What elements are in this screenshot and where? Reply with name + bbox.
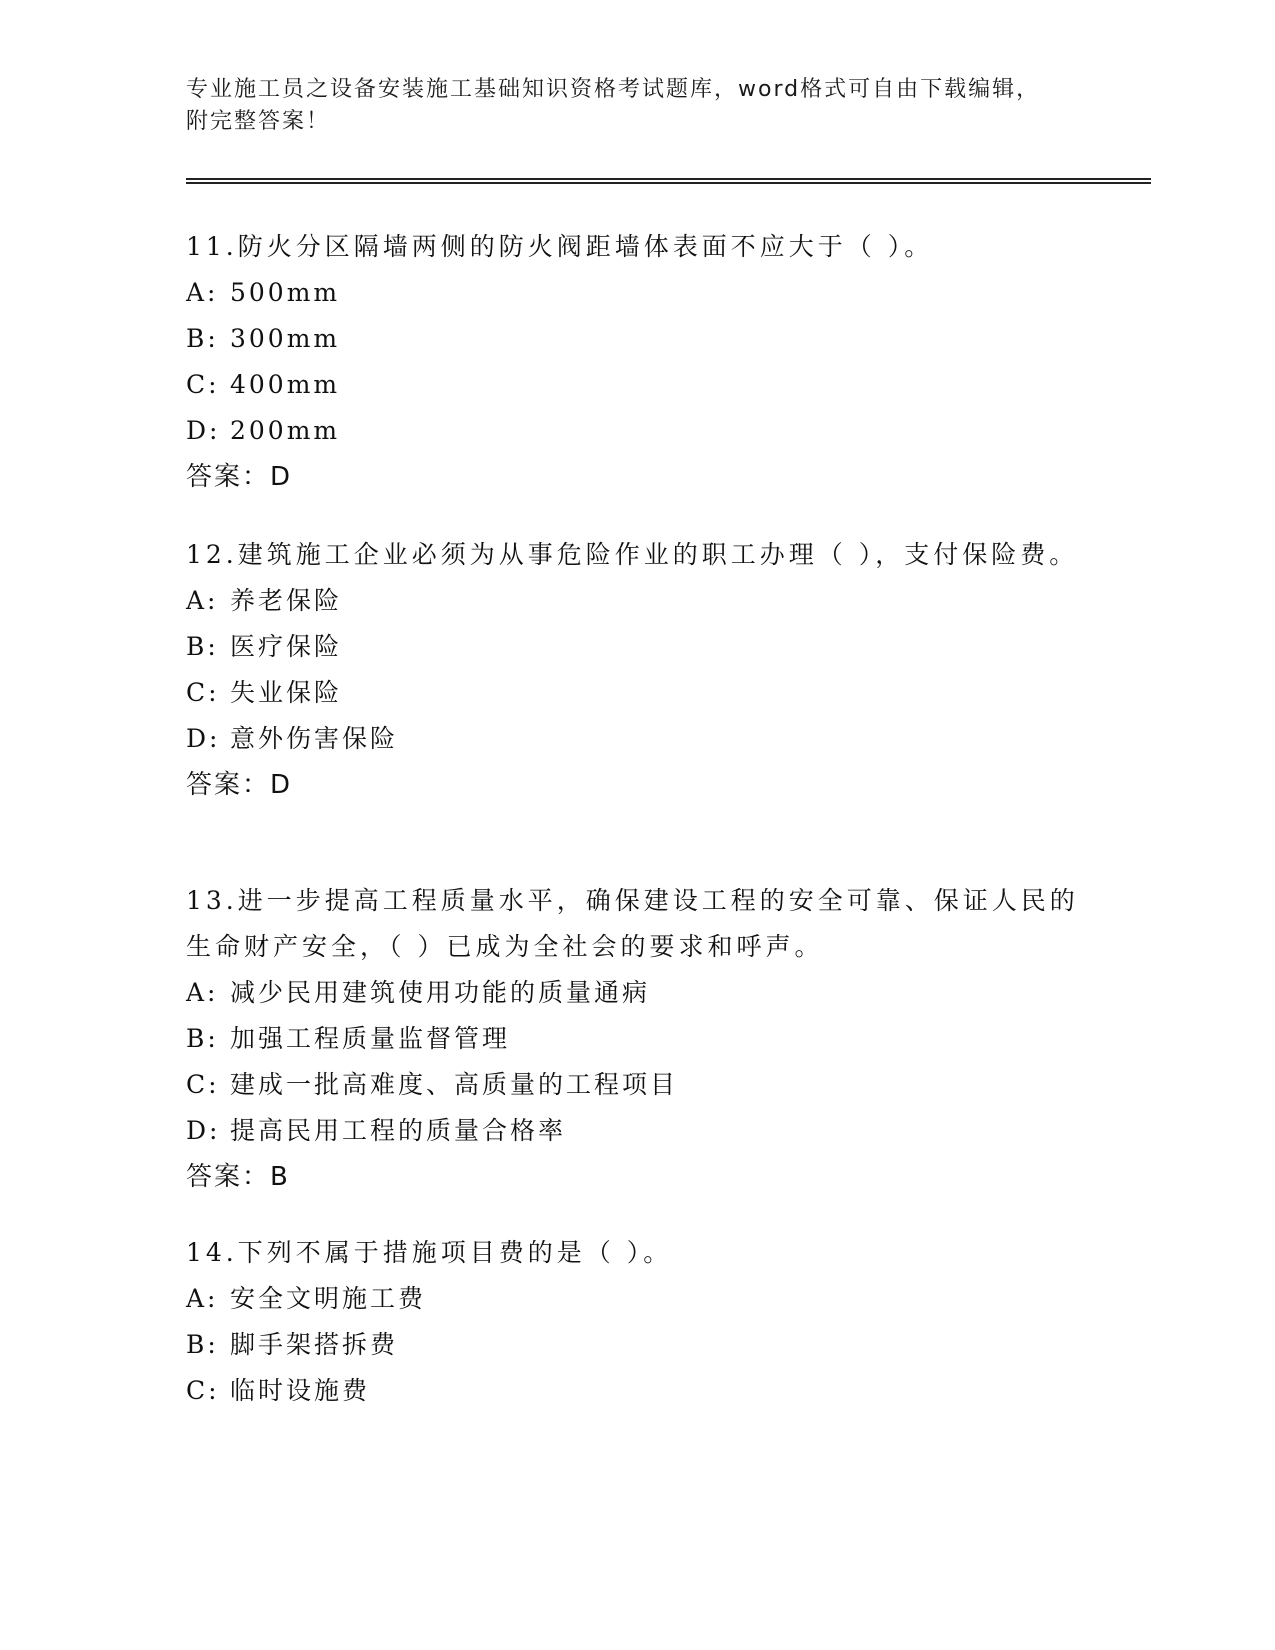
option-c: [186, 362, 1086, 408]
question-stem: 13.进一步提高工程质量水平，确保建设工程的安全可靠、保证人民的生命财产安全，（ ）已成为全社会的要求和呼声。: [186, 886, 1079, 961]
option-text: 意外伤害保险: [230, 724, 399, 753]
header-line-1: 专业施工员之设备安装施工基础知识资格考试题库，word格式可自由下载编辑，: [186, 77, 1041, 102]
question-14: [186, 1230, 1086, 1414]
question-stem: 12.建筑施工企业必须为从事危险作业的职工办理（ ），支付保险费。: [186, 540, 1079, 569]
question-stem: 11.防火分区隔墙两侧的防火阀距墙体表面不应大于（ ）。: [186, 232, 934, 261]
option-c: [186, 1368, 1086, 1414]
option-letter: C:: [186, 678, 220, 707]
option-text: 400mm: [230, 370, 341, 399]
option-text: 养老保险: [230, 586, 343, 615]
option-c: [186, 1062, 1086, 1108]
option-text: 200mm: [230, 416, 341, 445]
option-letter: A:: [186, 278, 219, 307]
option-letter: B:: [186, 324, 219, 353]
option-c: [186, 670, 1086, 716]
option-b: [186, 1322, 1086, 1368]
header-line-2: 附完整答案！: [186, 109, 331, 134]
option-letter: A:: [186, 978, 219, 1007]
answer-line: 答案：D: [186, 770, 293, 800]
question-12: [186, 532, 1086, 808]
option-letter: B:: [186, 632, 219, 661]
option-letter: D:: [186, 1116, 221, 1145]
option-a: [186, 578, 1086, 624]
option-letter: D:: [186, 724, 221, 753]
option-letter: A:: [186, 586, 219, 615]
option-letter: C:: [186, 370, 220, 399]
option-text: 安全文明施工费: [230, 1284, 427, 1313]
option-b: [186, 316, 1086, 362]
option-a: [186, 1276, 1086, 1322]
question-11: [186, 224, 1086, 500]
option-d: [186, 408, 1086, 454]
option-letter: C:: [186, 1376, 220, 1405]
question-13: [186, 878, 1086, 1200]
document-header: [186, 74, 1066, 138]
option-a: [186, 970, 1086, 1016]
option-text: 失业保险: [230, 678, 343, 707]
option-letter: B:: [186, 1024, 219, 1053]
option-b: [186, 624, 1086, 670]
question-stem: 14.下列不属于措施项目费的是（ ）。: [186, 1238, 673, 1267]
option-text: 减少民用建筑使用功能的质量通病: [230, 978, 651, 1007]
option-text: 加强工程质量监督管理: [230, 1024, 511, 1053]
option-text: 医疗保险: [230, 632, 343, 661]
option-letter: B:: [186, 1330, 219, 1359]
option-text: 临时设施费: [230, 1376, 371, 1405]
option-text: 提高民用工程的质量合格率: [230, 1116, 567, 1145]
option-text: 建成一批高难度、高质量的工程项目: [230, 1070, 679, 1099]
answer-line: 答案：B: [186, 1162, 290, 1192]
option-text: 300mm: [230, 324, 341, 353]
option-letter: C:: [186, 1070, 220, 1099]
option-text: 500mm: [230, 278, 341, 307]
answer-line: 答案：D: [186, 462, 293, 492]
header-divider: [186, 178, 1151, 184]
option-letter: A:: [186, 1284, 219, 1313]
option-text: 脚手架搭拆费: [230, 1330, 399, 1359]
option-d: [186, 1108, 1086, 1154]
option-b: [186, 1016, 1086, 1062]
option-a: [186, 270, 1086, 316]
option-letter: D:: [186, 416, 221, 445]
option-d: [186, 716, 1086, 762]
